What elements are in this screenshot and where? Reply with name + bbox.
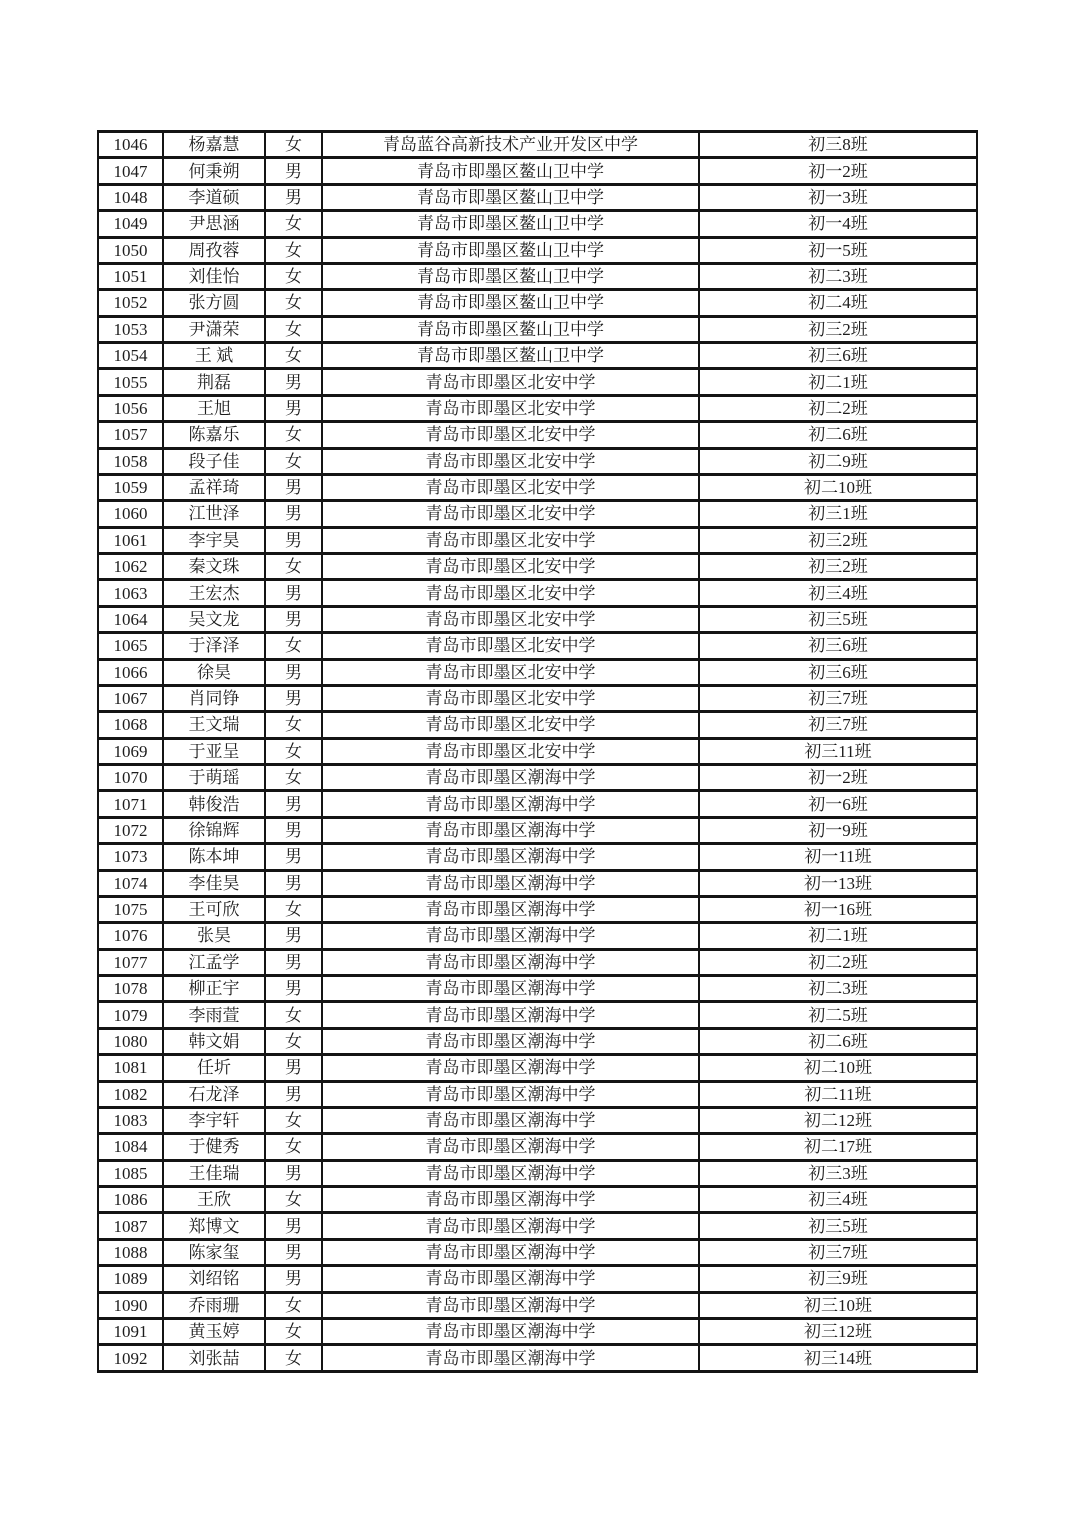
cell-class: 初二12班 xyxy=(699,1107,977,1133)
cell-id: 1067 xyxy=(98,685,163,711)
table-row xyxy=(98,949,977,975)
cell-gender: 男 xyxy=(265,1081,322,1107)
cell-school: 青岛市即墨区北安中学 xyxy=(322,554,699,580)
cell-class: 初二10班 xyxy=(699,474,977,500)
cell-school: 青岛市即墨区北安中学 xyxy=(322,738,699,764)
cell-school: 青岛市即墨区北安中学 xyxy=(322,659,699,685)
table-row xyxy=(98,237,977,263)
cell-gender: 男 xyxy=(265,1213,322,1239)
cell-school: 青岛市即墨区潮海中学 xyxy=(322,1134,699,1160)
table-row xyxy=(98,896,977,922)
cell-school: 青岛市即墨区潮海中学 xyxy=(322,1028,699,1054)
table-row xyxy=(98,184,977,210)
cell-name: 尹潇荣 xyxy=(163,316,265,342)
cell-gender: 女 xyxy=(265,712,322,738)
cell-school: 青岛市即墨区北安中学 xyxy=(322,712,699,738)
cell-name: 段子佳 xyxy=(163,448,265,474)
cell-school: 青岛市即墨区北安中学 xyxy=(322,369,699,395)
cell-gender: 女 xyxy=(265,422,322,448)
table-row xyxy=(98,738,977,764)
cell-gender: 女 xyxy=(265,263,322,289)
cell-gender: 女 xyxy=(265,1292,322,1318)
cell-id: 1056 xyxy=(98,395,163,421)
cell-name: 孟祥琦 xyxy=(163,474,265,500)
cell-school: 青岛市即墨区鳌山卫中学 xyxy=(322,211,699,237)
cell-class: 初二10班 xyxy=(699,1055,977,1081)
cell-class: 初三6班 xyxy=(699,633,977,659)
cell-gender: 男 xyxy=(265,844,322,870)
cell-class: 初三2班 xyxy=(699,554,977,580)
cell-id: 1063 xyxy=(98,580,163,606)
cell-class: 初三9班 xyxy=(699,1266,977,1292)
table-row xyxy=(98,1292,977,1318)
cell-class: 初一16班 xyxy=(699,896,977,922)
cell-name: 于萌瑶 xyxy=(163,765,265,791)
cell-gender: 女 xyxy=(265,1318,322,1344)
cell-school: 青岛市即墨区北安中学 xyxy=(322,422,699,448)
cell-id: 1060 xyxy=(98,501,163,527)
cell-class: 初二3班 xyxy=(699,976,977,1002)
table-row xyxy=(98,606,977,632)
cell-name: 刘绍铭 xyxy=(163,1266,265,1292)
cell-gender: 男 xyxy=(265,369,322,395)
cell-gender: 女 xyxy=(265,237,322,263)
table-row xyxy=(98,1055,977,1081)
cell-school: 青岛市即墨区鳌山卫中学 xyxy=(322,237,699,263)
cell-class: 初二1班 xyxy=(699,369,977,395)
cell-name: 王欣 xyxy=(163,1187,265,1213)
cell-gender: 男 xyxy=(265,501,322,527)
cell-gender: 女 xyxy=(265,1187,322,1213)
cell-id: 1052 xyxy=(98,290,163,316)
cell-id: 1086 xyxy=(98,1187,163,1213)
cell-id: 1071 xyxy=(98,791,163,817)
cell-name: 杨嘉慧 xyxy=(163,132,265,158)
cell-school: 青岛市即墨区潮海中学 xyxy=(322,1160,699,1186)
cell-class: 初三3班 xyxy=(699,1160,977,1186)
cell-school: 青岛市即墨区潮海中学 xyxy=(322,765,699,791)
cell-class: 初一13班 xyxy=(699,870,977,896)
cell-id: 1048 xyxy=(98,184,163,210)
cell-school: 青岛市即墨区潮海中学 xyxy=(322,1213,699,1239)
cell-school: 青岛蓝谷高新技术产业开发区中学 xyxy=(322,132,699,158)
cell-id: 1050 xyxy=(98,237,163,263)
cell-gender: 男 xyxy=(265,184,322,210)
table-row xyxy=(98,422,977,448)
cell-school: 青岛市即墨区北安中学 xyxy=(322,633,699,659)
table-row xyxy=(98,844,977,870)
cell-name: 韩俊浩 xyxy=(163,791,265,817)
table-row xyxy=(98,448,977,474)
cell-school: 青岛市即墨区潮海中学 xyxy=(322,791,699,817)
table-row xyxy=(98,1239,977,1265)
cell-name: 张方圆 xyxy=(163,290,265,316)
cell-class: 初三2班 xyxy=(699,316,977,342)
cell-id: 1059 xyxy=(98,474,163,500)
cell-name: 王文瑞 xyxy=(163,712,265,738)
cell-gender: 男 xyxy=(265,1266,322,1292)
cell-name: 于泽泽 xyxy=(163,633,265,659)
table-row xyxy=(98,1081,977,1107)
cell-class: 初一2班 xyxy=(699,158,977,184)
cell-name: 李佳昊 xyxy=(163,870,265,896)
table-row xyxy=(98,158,977,184)
cell-name: 吴文龙 xyxy=(163,606,265,632)
cell-school: 青岛市即墨区北安中学 xyxy=(322,501,699,527)
cell-school: 青岛市即墨区潮海中学 xyxy=(322,870,699,896)
cell-class: 初三6班 xyxy=(699,659,977,685)
cell-class: 初一4班 xyxy=(699,211,977,237)
cell-id: 1054 xyxy=(98,343,163,369)
cell-class: 初三7班 xyxy=(699,685,977,711)
cell-name: 秦文珠 xyxy=(163,554,265,580)
cell-class: 初三10班 xyxy=(699,1292,977,1318)
cell-name: 于健秀 xyxy=(163,1134,265,1160)
cell-school: 青岛市即墨区潮海中学 xyxy=(322,1266,699,1292)
table-row xyxy=(98,659,977,685)
cell-school: 青岛市即墨区潮海中学 xyxy=(322,1292,699,1318)
cell-name: 黄玉婷 xyxy=(163,1318,265,1344)
cell-class: 初三6班 xyxy=(699,343,977,369)
table-row xyxy=(98,1107,977,1133)
cell-gender: 男 xyxy=(265,606,322,632)
cell-id: 1069 xyxy=(98,738,163,764)
cell-id: 1092 xyxy=(98,1345,163,1372)
cell-name: 江孟学 xyxy=(163,949,265,975)
cell-class: 初三4班 xyxy=(699,1187,977,1213)
cell-name: 郑博文 xyxy=(163,1213,265,1239)
cell-id: 1072 xyxy=(98,817,163,843)
cell-school: 青岛市即墨区鳌山卫中学 xyxy=(322,263,699,289)
cell-school: 青岛市即墨区北安中学 xyxy=(322,527,699,553)
table-row xyxy=(98,817,977,843)
cell-class: 初一5班 xyxy=(699,237,977,263)
cell-school: 青岛市即墨区潮海中学 xyxy=(322,949,699,975)
cell-id: 1066 xyxy=(98,659,163,685)
table-row xyxy=(98,316,977,342)
table-row xyxy=(98,527,977,553)
cell-class: 初三7班 xyxy=(699,712,977,738)
table-row xyxy=(98,1187,977,1213)
cell-school: 青岛市即墨区潮海中学 xyxy=(322,1187,699,1213)
table-row xyxy=(98,633,977,659)
cell-gender: 男 xyxy=(265,580,322,606)
cell-class: 初三14班 xyxy=(699,1345,977,1372)
table-row xyxy=(98,1160,977,1186)
cell-gender: 女 xyxy=(265,448,322,474)
student-table-body xyxy=(98,132,977,1372)
cell-name: 徐锦辉 xyxy=(163,817,265,843)
cell-gender: 女 xyxy=(265,316,322,342)
cell-id: 1046 xyxy=(98,132,163,158)
table-row xyxy=(98,1002,977,1028)
cell-school: 青岛市即墨区北安中学 xyxy=(322,606,699,632)
cell-id: 1085 xyxy=(98,1160,163,1186)
cell-name: 石龙泽 xyxy=(163,1081,265,1107)
cell-class: 初三12班 xyxy=(699,1318,977,1344)
cell-name: 任圻 xyxy=(163,1055,265,1081)
cell-id: 1080 xyxy=(98,1028,163,1054)
cell-class: 初二2班 xyxy=(699,949,977,975)
cell-name: 王 斌 xyxy=(163,343,265,369)
cell-class: 初三11班 xyxy=(699,738,977,764)
cell-name: 王旭 xyxy=(163,395,265,421)
cell-id: 1068 xyxy=(98,712,163,738)
cell-gender: 女 xyxy=(265,1107,322,1133)
cell-name: 韩文娟 xyxy=(163,1028,265,1054)
student-roster-table xyxy=(97,130,978,1373)
cell-name: 荆磊 xyxy=(163,369,265,395)
cell-class: 初二6班 xyxy=(699,422,977,448)
cell-name: 何秉朔 xyxy=(163,158,265,184)
cell-name: 尹思涵 xyxy=(163,211,265,237)
cell-name: 徐昊 xyxy=(163,659,265,685)
table-row xyxy=(98,343,977,369)
cell-name: 李雨萱 xyxy=(163,1002,265,1028)
cell-name: 陈家玺 xyxy=(163,1239,265,1265)
cell-class: 初三4班 xyxy=(699,580,977,606)
cell-id: 1055 xyxy=(98,369,163,395)
cell-id: 1075 xyxy=(98,896,163,922)
cell-school: 青岛市即墨区鳌山卫中学 xyxy=(322,343,699,369)
cell-id: 1089 xyxy=(98,1266,163,1292)
cell-id: 1053 xyxy=(98,316,163,342)
cell-gender: 女 xyxy=(265,211,322,237)
cell-gender: 女 xyxy=(265,554,322,580)
cell-class: 初一3班 xyxy=(699,184,977,210)
cell-name: 王宏杰 xyxy=(163,580,265,606)
table-row xyxy=(98,369,977,395)
table-row xyxy=(98,290,977,316)
cell-school: 青岛市即墨区潮海中学 xyxy=(322,896,699,922)
cell-gender: 男 xyxy=(265,923,322,949)
cell-school: 青岛市即墨区鳌山卫中学 xyxy=(322,158,699,184)
cell-gender: 女 xyxy=(265,1134,322,1160)
cell-class: 初二9班 xyxy=(699,448,977,474)
cell-gender: 男 xyxy=(265,685,322,711)
cell-gender: 女 xyxy=(265,132,322,158)
cell-name: 王可欣 xyxy=(163,896,265,922)
cell-id: 1081 xyxy=(98,1055,163,1081)
table-row xyxy=(98,501,977,527)
cell-id: 1058 xyxy=(98,448,163,474)
cell-school: 青岛市即墨区潮海中学 xyxy=(322,1345,699,1372)
cell-school: 青岛市即墨区北安中学 xyxy=(322,474,699,500)
cell-school: 青岛市即墨区潮海中学 xyxy=(322,1239,699,1265)
cell-id: 1082 xyxy=(98,1081,163,1107)
cell-gender: 女 xyxy=(265,738,322,764)
cell-school: 青岛市即墨区潮海中学 xyxy=(322,1002,699,1028)
cell-id: 1047 xyxy=(98,158,163,184)
cell-name: 刘佳怡 xyxy=(163,263,265,289)
cell-name: 陈嘉乐 xyxy=(163,422,265,448)
cell-class: 初二6班 xyxy=(699,1028,977,1054)
cell-id: 1084 xyxy=(98,1134,163,1160)
table-row xyxy=(98,1134,977,1160)
cell-class: 初三2班 xyxy=(699,527,977,553)
cell-id: 1076 xyxy=(98,923,163,949)
cell-school: 青岛市即墨区北安中学 xyxy=(322,685,699,711)
cell-school: 青岛市即墨区潮海中学 xyxy=(322,1055,699,1081)
cell-gender: 女 xyxy=(265,1345,322,1372)
table-row xyxy=(98,1266,977,1292)
cell-school: 青岛市即墨区北安中学 xyxy=(322,580,699,606)
cell-gender: 女 xyxy=(265,765,322,791)
cell-class: 初二4班 xyxy=(699,290,977,316)
cell-name: 江世泽 xyxy=(163,501,265,527)
table-row xyxy=(98,580,977,606)
cell-gender: 男 xyxy=(265,395,322,421)
cell-gender: 男 xyxy=(265,474,322,500)
cell-school: 青岛市即墨区鳌山卫中学 xyxy=(322,290,699,316)
cell-id: 1051 xyxy=(98,263,163,289)
cell-gender: 女 xyxy=(265,290,322,316)
cell-id: 1073 xyxy=(98,844,163,870)
cell-class: 初三1班 xyxy=(699,501,977,527)
cell-id: 1090 xyxy=(98,1292,163,1318)
cell-id: 1074 xyxy=(98,870,163,896)
cell-school: 青岛市即墨区潮海中学 xyxy=(322,976,699,1002)
cell-id: 1088 xyxy=(98,1239,163,1265)
cell-class: 初一11班 xyxy=(699,844,977,870)
cell-gender: 女 xyxy=(265,633,322,659)
cell-id: 1079 xyxy=(98,1002,163,1028)
cell-id: 1078 xyxy=(98,976,163,1002)
cell-gender: 男 xyxy=(265,527,322,553)
cell-gender: 男 xyxy=(265,158,322,184)
cell-class: 初一6班 xyxy=(699,791,977,817)
cell-name: 柳正宇 xyxy=(163,976,265,1002)
cell-id: 1065 xyxy=(98,633,163,659)
cell-id: 1070 xyxy=(98,765,163,791)
cell-name: 于亚呈 xyxy=(163,738,265,764)
table-row xyxy=(98,685,977,711)
cell-school: 青岛市即墨区鳌山卫中学 xyxy=(322,316,699,342)
cell-gender: 男 xyxy=(265,949,322,975)
cell-id: 1077 xyxy=(98,949,163,975)
cell-name: 刘张喆 xyxy=(163,1345,265,1372)
cell-class: 初一2班 xyxy=(699,765,977,791)
cell-gender: 女 xyxy=(265,1028,322,1054)
cell-id: 1083 xyxy=(98,1107,163,1133)
cell-id: 1087 xyxy=(98,1213,163,1239)
table-row xyxy=(98,1213,977,1239)
table-row xyxy=(98,395,977,421)
cell-school: 青岛市即墨区潮海中学 xyxy=(322,1081,699,1107)
table-row xyxy=(98,765,977,791)
table-row xyxy=(98,211,977,237)
cell-gender: 男 xyxy=(265,791,322,817)
cell-class: 初三5班 xyxy=(699,606,977,632)
table-row xyxy=(98,923,977,949)
cell-class: 初二11班 xyxy=(699,1081,977,1107)
cell-school: 青岛市即墨区潮海中学 xyxy=(322,923,699,949)
cell-school: 青岛市即墨区潮海中学 xyxy=(322,844,699,870)
cell-school: 青岛市即墨区鳌山卫中学 xyxy=(322,184,699,210)
cell-gender: 女 xyxy=(265,343,322,369)
cell-name: 乔雨珊 xyxy=(163,1292,265,1318)
table-row xyxy=(98,1318,977,1344)
cell-class: 初三5班 xyxy=(699,1213,977,1239)
cell-gender: 男 xyxy=(265,1055,322,1081)
cell-gender: 男 xyxy=(265,870,322,896)
cell-id: 1062 xyxy=(98,554,163,580)
cell-class: 初三8班 xyxy=(699,132,977,158)
cell-id: 1049 xyxy=(98,211,163,237)
cell-school: 青岛市即墨区北安中学 xyxy=(322,395,699,421)
cell-gender: 女 xyxy=(265,1002,322,1028)
table-row xyxy=(98,976,977,1002)
cell-id: 1061 xyxy=(98,527,163,553)
cell-school: 青岛市即墨区北安中学 xyxy=(322,448,699,474)
cell-gender: 男 xyxy=(265,1239,322,1265)
cell-name: 周孜蓉 xyxy=(163,237,265,263)
table-row xyxy=(98,1028,977,1054)
cell-school: 青岛市即墨区潮海中学 xyxy=(322,817,699,843)
cell-class: 初二1班 xyxy=(699,923,977,949)
cell-class: 初一9班 xyxy=(699,817,977,843)
cell-name: 肖同铮 xyxy=(163,685,265,711)
cell-class: 初二2班 xyxy=(699,395,977,421)
cell-class: 初二5班 xyxy=(699,1002,977,1028)
cell-school: 青岛市即墨区潮海中学 xyxy=(322,1107,699,1133)
cell-id: 1057 xyxy=(98,422,163,448)
cell-class: 初二17班 xyxy=(699,1134,977,1160)
cell-class: 初二3班 xyxy=(699,263,977,289)
cell-name: 李道硕 xyxy=(163,184,265,210)
table-row xyxy=(98,712,977,738)
cell-id: 1091 xyxy=(98,1318,163,1344)
cell-gender: 男 xyxy=(265,817,322,843)
cell-name: 李宇轩 xyxy=(163,1107,265,1133)
cell-school: 青岛市即墨区潮海中学 xyxy=(322,1318,699,1344)
table-row xyxy=(98,474,977,500)
cell-name: 张昊 xyxy=(163,923,265,949)
cell-gender: 女 xyxy=(265,896,322,922)
cell-gender: 男 xyxy=(265,659,322,685)
table-row xyxy=(98,1345,977,1372)
table-row xyxy=(98,263,977,289)
cell-name: 李宇昊 xyxy=(163,527,265,553)
table-row xyxy=(98,554,977,580)
cell-gender: 男 xyxy=(265,1160,322,1186)
cell-name: 陈本坤 xyxy=(163,844,265,870)
cell-id: 1064 xyxy=(98,606,163,632)
cell-name: 王佳瑞 xyxy=(163,1160,265,1186)
table-row xyxy=(98,132,977,158)
table-row xyxy=(98,870,977,896)
cell-gender: 男 xyxy=(265,976,322,1002)
table-row xyxy=(98,791,977,817)
cell-class: 初三7班 xyxy=(699,1239,977,1265)
